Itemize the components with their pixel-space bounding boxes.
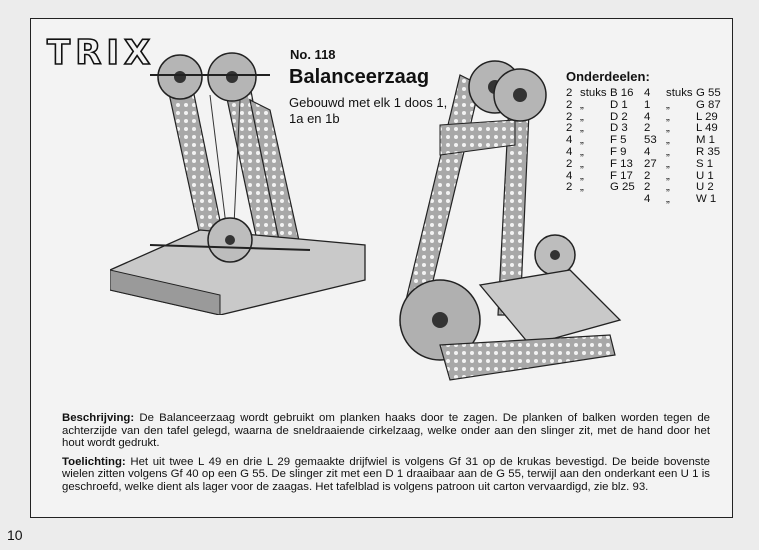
parts-cell: stuks: [666, 87, 693, 99]
description-text: De Balanceerzaag wordt gebruikt om planken haaks door te zagen. De planken of balken worden tegen de achterzijde van den tafel gelegd, waarna de sneldraaiende cirkelzaag, welke onder aan den slinger zit, met de hand door het hout wordt gedrukt.: [62, 412, 710, 450]
parts-cell: M 1: [696, 134, 715, 147]
parts-cell: „: [666, 157, 670, 170]
parts-cell: 53: [644, 134, 657, 147]
parts-cell: 2: [644, 122, 651, 135]
parts-cell: 2: [566, 157, 573, 170]
parts-cell: „: [580, 110, 584, 123]
parts-cell: „: [666, 181, 670, 194]
parts-cell: F 13: [610, 157, 633, 170]
parts-cell: „: [580, 157, 584, 170]
parts-row: [566, 159, 726, 171]
parts-cell: G 87: [696, 98, 721, 111]
parts-cell: G 25: [610, 181, 635, 194]
parts-cell: R 35: [696, 145, 721, 158]
parts-cell: 4: [644, 87, 651, 99]
parts-cell: F 5: [610, 134, 627, 147]
parts-cell: L 29: [696, 110, 718, 123]
description-label: Beschrijving:: [62, 412, 135, 424]
parts-row: [566, 100, 726, 112]
parts-cell: stuks: [580, 87, 607, 99]
parts-cell: 4: [644, 193, 651, 206]
saw-front-illustration: [110, 45, 370, 315]
parts-cell: 4: [644, 110, 651, 123]
parts-cell: „: [580, 169, 584, 182]
description-block: [62, 412, 710, 500]
description-paragraph: [62, 412, 710, 450]
explanation-label: Toelichting:: [62, 455, 126, 468]
parts-cell: „: [580, 98, 584, 111]
parts-list: [566, 88, 726, 206]
parts-cell: „: [666, 169, 670, 182]
parts-cell: L 49: [696, 122, 718, 135]
parts-cell: F 9: [610, 145, 627, 158]
parts-row: [566, 147, 726, 159]
parts-cell: U 2: [696, 181, 714, 194]
parts-cell: „: [666, 98, 670, 111]
explanation-paragraph: [62, 456, 710, 494]
parts-cell: 4: [566, 145, 573, 158]
parts-cell: „: [666, 110, 670, 123]
parts-cell: S 1: [696, 157, 714, 170]
parts-cell: W 1: [696, 193, 717, 206]
parts-cell: „: [580, 181, 584, 194]
parts-cell: „: [580, 145, 584, 158]
parts-cell: 2: [566, 87, 573, 99]
page-number: 10: [7, 527, 23, 543]
parts-cell: 4: [644, 145, 651, 158]
model-subtitle: Gebouwd met elk 1 doos 1, 1a en 1b: [289, 95, 448, 126]
parts-cell: D 2: [610, 110, 628, 123]
parts-cell: 4: [566, 134, 573, 147]
trix-logo: TRIX: [47, 33, 156, 73]
parts-cell: 1: [644, 98, 651, 111]
parts-cell: B 16: [610, 87, 634, 99]
parts-cell: 2: [644, 169, 651, 182]
parts-cell: G 55: [696, 87, 721, 99]
parts-cell: 2: [566, 181, 573, 194]
parts-cell: 2: [566, 98, 573, 111]
parts-row: [566, 194, 726, 206]
parts-cell: 4: [566, 169, 573, 182]
parts-heading: Onderdeelen:: [566, 69, 650, 84]
parts-cell: „: [666, 193, 670, 206]
explanation-text: Het uit twee L 49 en drie L 29 gemaakte drijfwiel is volgens Gf 31 op de krukas bevestigd. De beide bovenste wielen zitten volgens Gf 40 op een G 55. De slinger zit met een D 1 draaibaar aan de G 55, terwijl aan den onderkant een U 1 is geschroefd, welke dient als lager voor de zaagas. Het tafelblad is volgens patroon uit carton vervaardigd, zie blz. 93.: [62, 455, 710, 493]
parts-cell: „: [580, 134, 584, 147]
parts-cell: „: [580, 122, 584, 135]
parts-cell: 27: [644, 157, 657, 170]
parts-cell: D 3: [610, 122, 628, 135]
parts-cell: „: [666, 122, 670, 135]
model-number: No. 118: [290, 47, 336, 62]
parts-cell: „: [666, 145, 670, 158]
model-title: Balanceerzaag: [289, 66, 430, 88]
parts-cell: 2: [644, 181, 651, 194]
parts-cell: D 1: [610, 98, 628, 111]
parts-cell: 2: [566, 110, 573, 123]
parts-cell: 2: [566, 122, 573, 135]
parts-cell: „: [666, 134, 670, 147]
parts-cell: U 1: [696, 169, 714, 182]
parts-cell: F 17: [610, 169, 633, 182]
